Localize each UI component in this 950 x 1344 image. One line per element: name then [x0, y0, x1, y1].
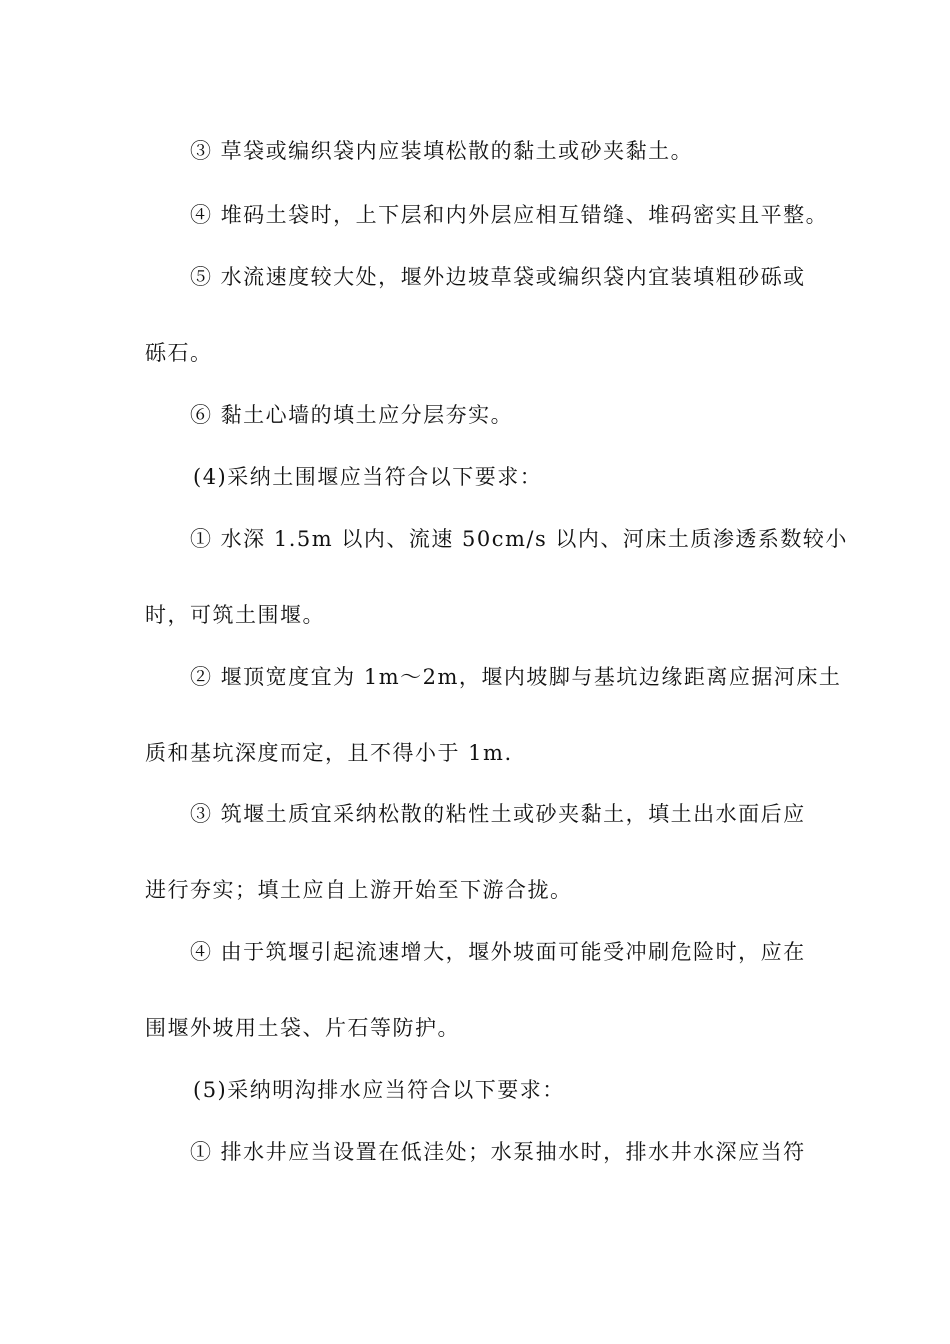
paragraph-line: ⑥ 黏土心墙的填土应分层夯实。 — [190, 403, 514, 427]
paragraph-line: ④ 堆码土袋时，上下层和内外层应相互错缝、堆码密实且平整。 — [190, 203, 829, 227]
paragraph-line: ② 堰顶宽度宜为 1m～2m，堰内坡脚与基坑边缘距离应据河床土 — [190, 665, 842, 689]
section-heading: (5)采纳明沟排水应当符合以下要求： — [193, 1078, 565, 1102]
paragraph-line: 围堰外坡用土袋、片石等防护。 — [145, 1016, 460, 1040]
paragraph-line: ③ 草袋或编织袋内应装填松散的黏土或砂夹黏土。 — [190, 139, 694, 163]
section-heading: (4)采纳土围堰应当符合以下要求： — [193, 465, 543, 489]
paragraph-line: ④ 由于筑堰引起流速增大，堰外坡面可能受冲刷危险时，应在 — [190, 940, 806, 964]
paragraph-line: ① 水深 1.5m 以内、流速 50cm/s 以内、河床土质渗透系数较小 — [190, 527, 848, 551]
paragraph-line: ③ 筑堰土质宜采纳松散的粘性土或砂夹黏土，填土出水面后应 — [190, 802, 806, 826]
paragraph-line: 时，可筑土围堰。 — [145, 603, 325, 627]
paragraph-line: 进行夯实；填土应自上游开始至下游合拢。 — [145, 878, 573, 902]
paragraph-line: ⑤ 水流速度较大处，堰外边坡草袋或编织袋内宜装填粗砂砾或 — [190, 265, 806, 289]
paragraph-line: 砾石。 — [145, 341, 213, 365]
paragraph-line: ① 排水井应当设置在低洼处；水泵抽水时，排水井水深应当符 — [190, 1140, 806, 1164]
paragraph-line: 质和基坑深度而定，且不得小于 1m. — [145, 741, 513, 765]
